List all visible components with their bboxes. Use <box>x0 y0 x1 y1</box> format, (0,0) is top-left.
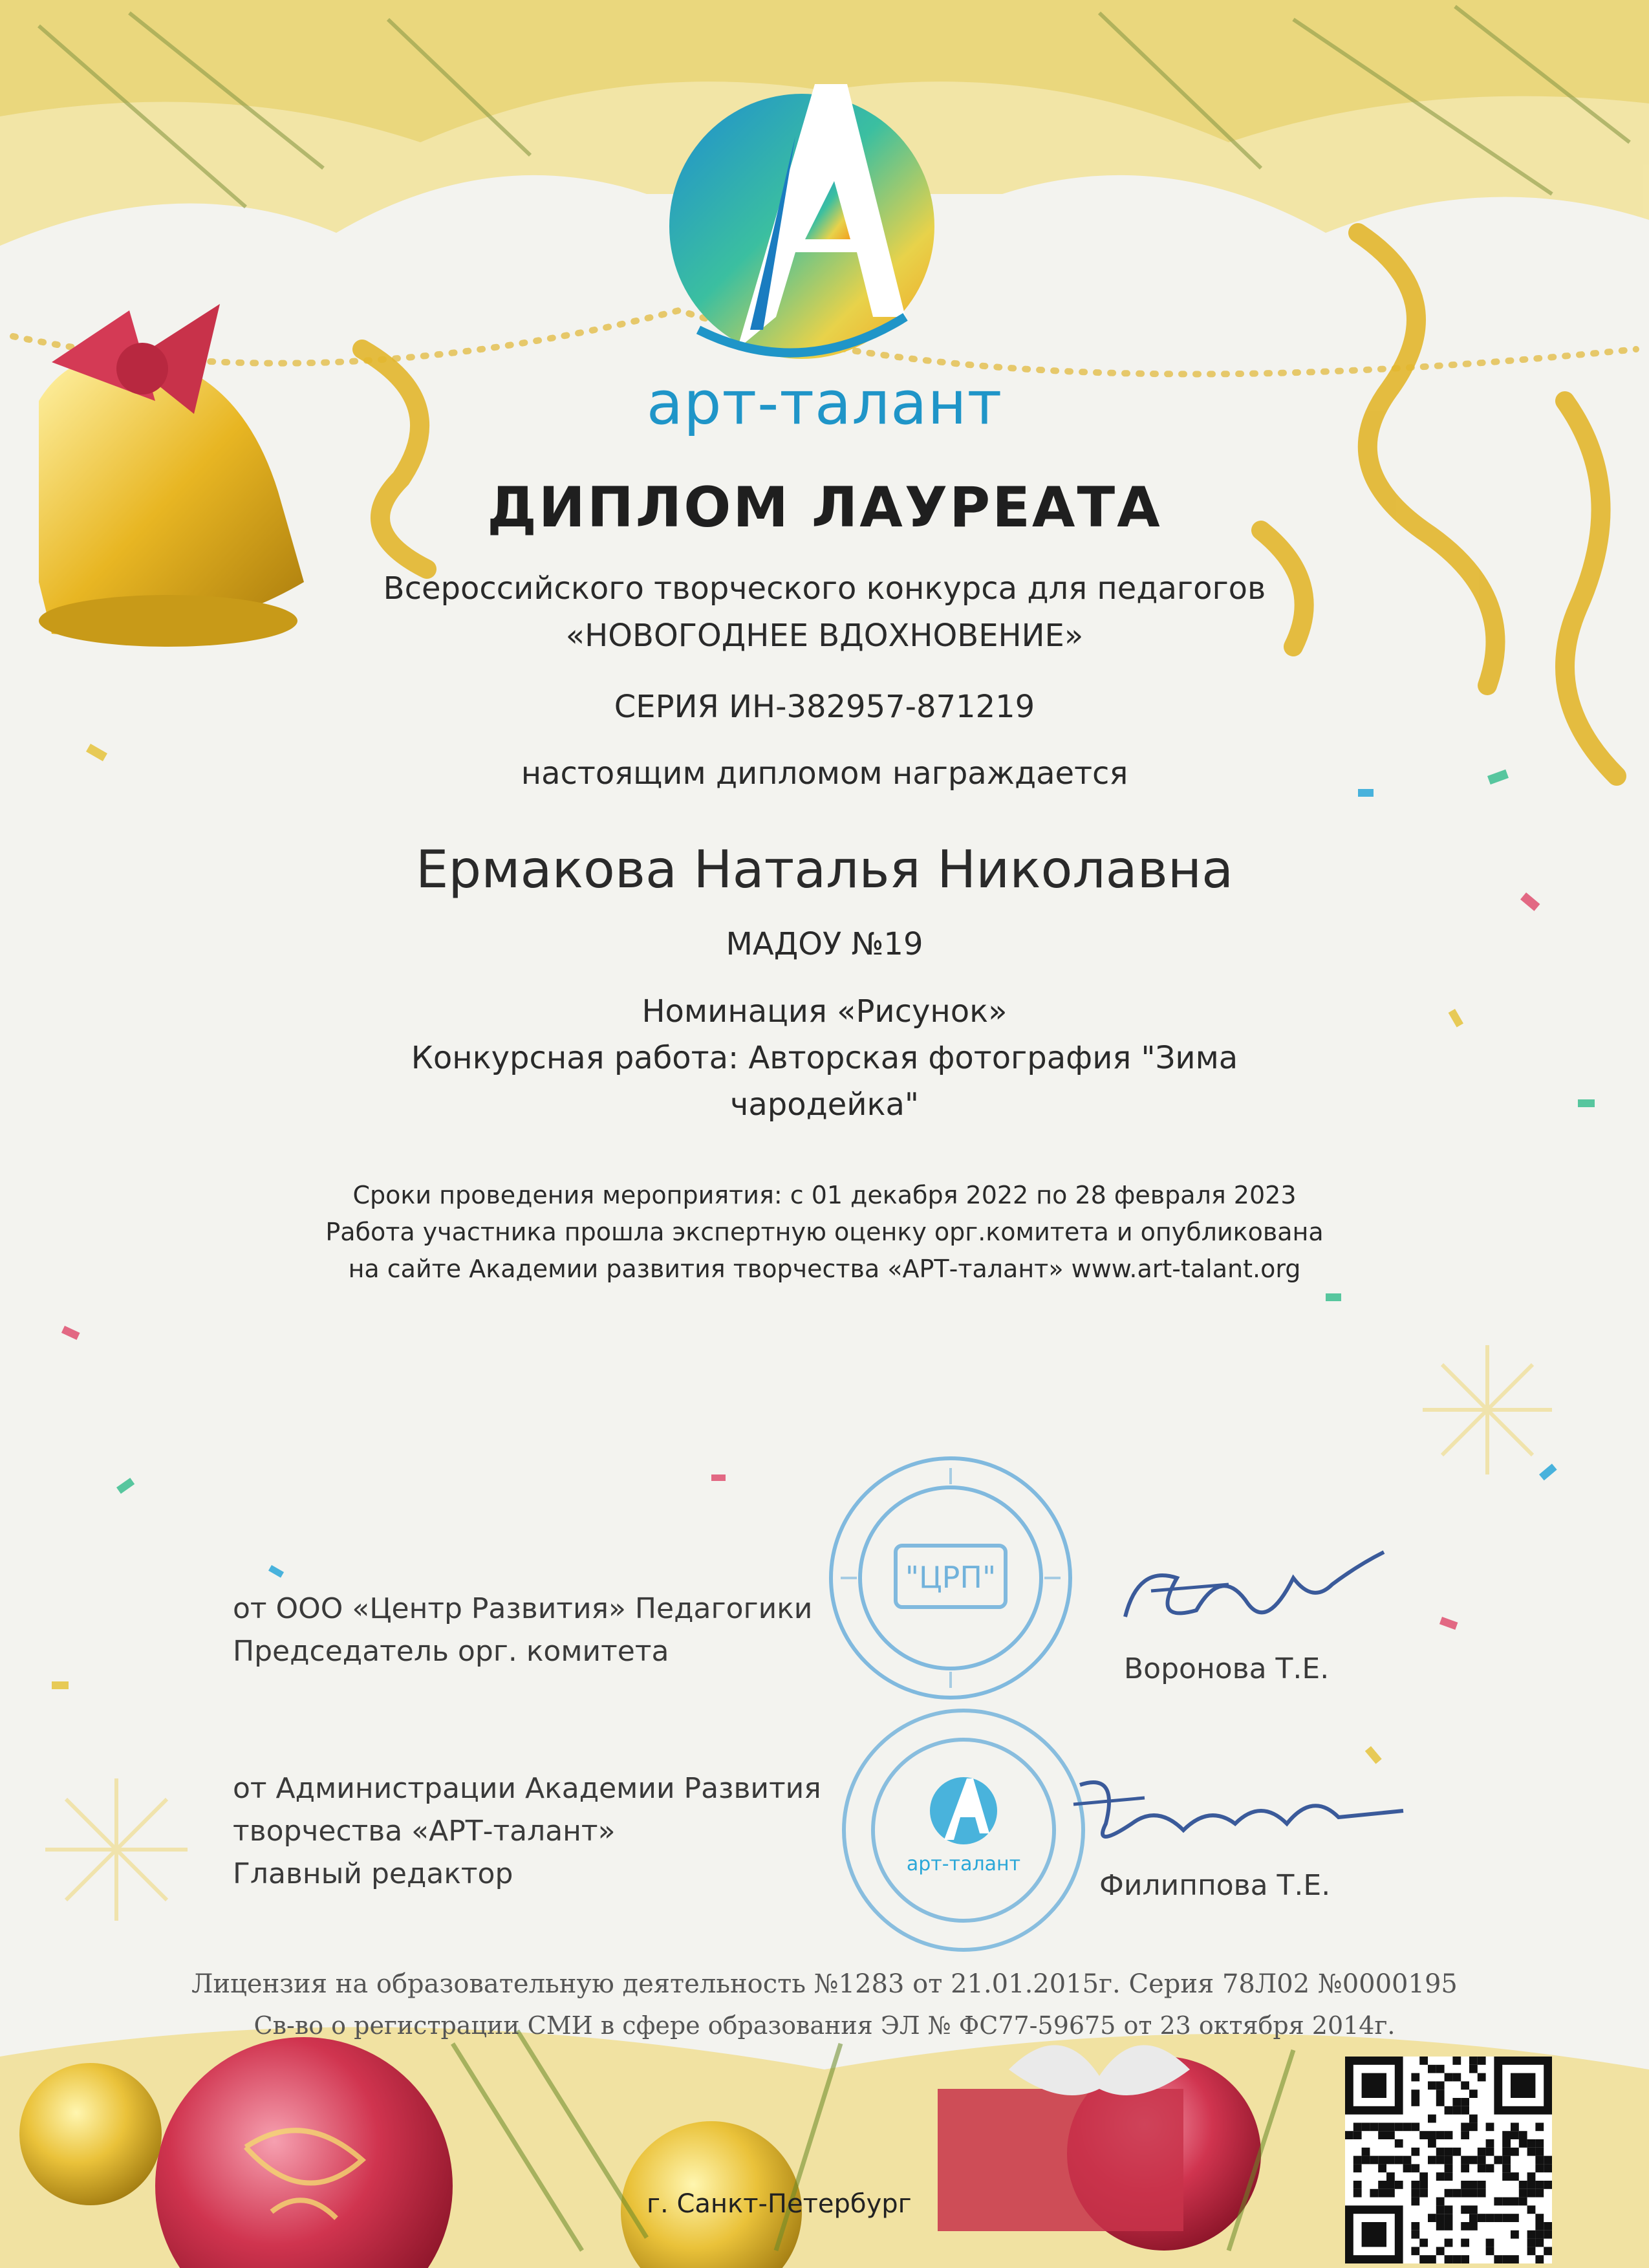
publication-note: на сайте Академии развития творчества «АРТ-талант» www.art-talant.org <box>348 1255 1301 1283</box>
diploma-title: ДИПЛОМ ЛАУРЕАТА <box>487 475 1162 540</box>
license-info: Лицензия на образовательную деятельность №1283 от 21.01.2015г. Серия 78Л02 №0000195 <box>191 1969 1458 1999</box>
qr-code-icon[interactable] <box>1345 2057 1552 2263</box>
evaluation-note: Работа участника прошла экспертную оценку орг.комитета и опубликована <box>325 1218 1324 1246</box>
signatory2-name: Филиппова Т.Е. <box>1099 1869 1331 1902</box>
signatory2-organization-cont: творчества «АРТ-талант» <box>233 1815 616 1848</box>
signatory1-position: Председатель орг. комитета <box>233 1635 669 1668</box>
signature-voronova-icon <box>1099 1539 1410 1656</box>
work-title-line2: чародейка" <box>729 1086 919 1123</box>
contest-description: Всероссийского творческого конкурса для педагогов <box>383 570 1266 607</box>
signatory2-organization: от Администрации Академии Развития <box>233 1772 821 1805</box>
signatory1-name: Воронова Т.Е. <box>1124 1652 1330 1685</box>
signatory1-organization: от ООО «Центр Развития» Педагогики <box>233 1592 813 1625</box>
work-title-line1: Конкурсная работа: Авторская фотография "Зима <box>411 1040 1238 1076</box>
brand-name: арт-талант <box>646 369 1003 438</box>
series-number: СЕРИЯ ИН-382957-871219 <box>614 689 1035 725</box>
recipient-name: Ермакова Наталья Николавна <box>415 839 1234 900</box>
stamp-brand-text: арт-талант <box>906 1853 1021 1875</box>
signature-filippova-icon <box>1054 1746 1416 1863</box>
contest-name: «НОВОГОДНЕЕ ВДОХНОВЕНИЕ» <box>565 618 1084 654</box>
nomination: Номинация «Рисунок» <box>641 993 1008 1030</box>
event-dates: Сроки проведения мероприятия: с 01 декабря 2022 по 28 февраля 2023 <box>352 1181 1297 1209</box>
organization: МАДОУ №19 <box>726 926 923 962</box>
signatory2-position: Главный редактор <box>233 1857 513 1890</box>
crp-stamp-icon <box>821 1449 1080 1707</box>
media-registration: Св-во о регистрации СМИ в сфере образования ЭЛ № ФС77-59675 от 23 октября 2014г. <box>253 2011 1396 2040</box>
city: г. Санкт-Петербург <box>647 2189 912 2219</box>
award-text: настоящим дипломом награждается <box>521 755 1128 792</box>
stamp-crp-text: "ЦРП" <box>905 1560 997 1595</box>
